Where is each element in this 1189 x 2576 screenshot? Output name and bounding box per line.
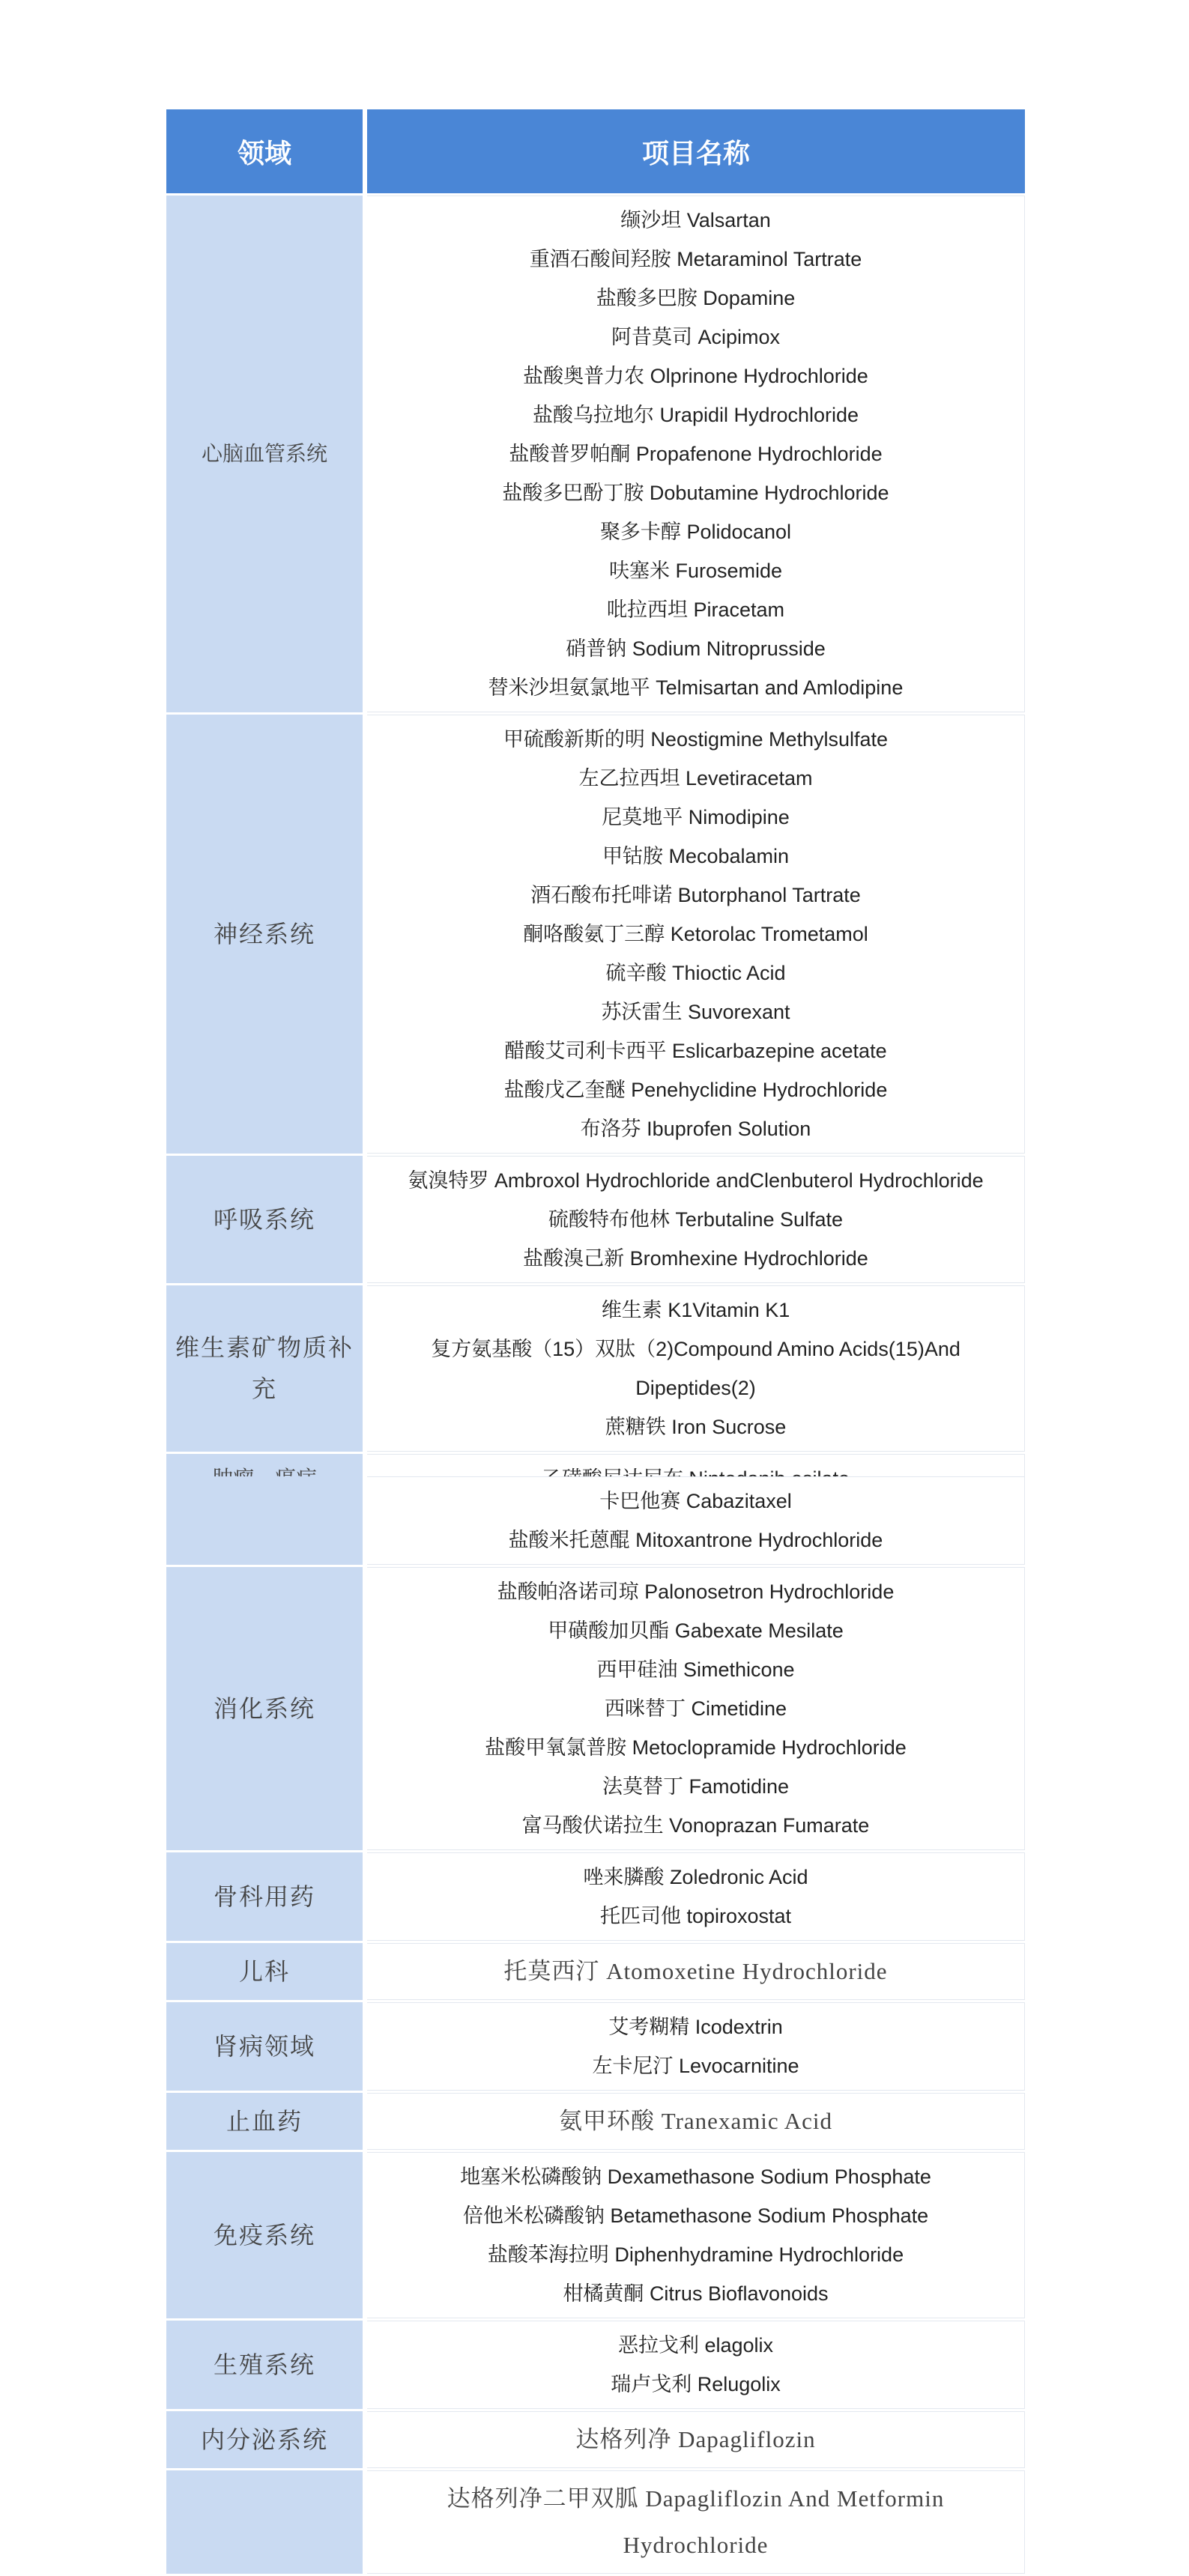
project-item: 左乙拉西坦 Levetiracetam xyxy=(578,767,813,790)
domain-cell xyxy=(166,1476,363,1565)
project-item: 达格列净二甲双胍 Dapagliflozin And Metformin Hydrochloride xyxy=(447,2485,945,2558)
project-item: 酒石酸布托啡诺 Butorphanol Tartrate xyxy=(530,884,861,906)
project-item: 盐酸多巴酚丁胺 Dobutamine Hydrochloride xyxy=(502,482,889,504)
project-item: 托莫西汀 Atomoxetine Hydrochloride xyxy=(503,1958,888,1984)
project-item: 盐酸乌拉地尔 Urapidil Hydrochloride xyxy=(532,404,859,426)
project-list-cell xyxy=(367,2093,1025,2150)
project-list-cell xyxy=(367,1567,1025,1850)
project-item: 甲硫酸新斯的明 Neostigmine Methylsulfate xyxy=(503,728,889,751)
domain-cell: 维生素矿物质补充 xyxy=(166,1285,363,1452)
domain-cell: 神经系统 xyxy=(166,715,363,1154)
project-item: 盐酸帕洛诺司琼 Palonosetron Hydrochloride xyxy=(497,1581,895,1603)
project-item: 缬沙坦 Valsartan xyxy=(620,209,771,231)
table-row xyxy=(166,2002,1025,2093)
project-item: 氨甲环酸 Tranexamic Acid xyxy=(559,2108,832,2134)
project-item: 盐酸苯海拉明 Diphenhydramine Hydrochloride xyxy=(487,2243,904,2266)
project-item: 盐酸多巴胺 Dopamine xyxy=(596,287,796,309)
table-top xyxy=(166,109,1025,1506)
project-item: 甲磺酸加贝酯 Gabexate Mesilate xyxy=(548,1619,844,1642)
project-item: 达格列净 Dapagliflozin xyxy=(575,2426,816,2452)
project-item: 硫辛酸 Thioctic Acid xyxy=(605,962,786,984)
project-item: 阿昔莫司 Acipimox xyxy=(611,326,781,348)
project-item: 甲钴胺 Mecobalamin xyxy=(602,845,790,867)
project-item: 瑞卢戈利 Relugolix xyxy=(611,2373,781,2395)
table-row xyxy=(166,1943,1025,2002)
table-header xyxy=(166,109,1025,196)
project-item: 重酒石酸间羟胺 Metaraminol Tartrate xyxy=(529,248,862,270)
project-list-cell xyxy=(367,2002,1025,2091)
project-list-cell xyxy=(367,2470,1025,2574)
table-body xyxy=(166,1476,1025,2576)
project-item: 酮咯酸氨丁三醇 Ketorolac Trometamol xyxy=(523,923,868,945)
domain-cell xyxy=(166,2470,363,2574)
project-item: 西咪替丁 Cimetidine xyxy=(604,1697,787,1720)
table-row xyxy=(166,1852,1025,1943)
project-item: 盐酸溴己新 Bromhexine Hydrochloride xyxy=(523,1247,868,1270)
table-row xyxy=(166,2152,1025,2321)
project-item: 唑来膦酸 Zoledronic Acid xyxy=(583,1866,808,1888)
table-bottom xyxy=(166,1476,1025,2576)
table-row xyxy=(166,1156,1025,1285)
domain-cell: 消化系统 xyxy=(166,1567,363,1850)
project-list-cell xyxy=(367,1476,1025,1565)
domain-cell: 内分泌系统 xyxy=(166,2411,363,2468)
domain-cell: 肾病领域 xyxy=(166,2002,363,2091)
project-item: 盐酸戊乙奎醚 Penehyclidine Hydrochloride xyxy=(503,1079,888,1101)
project-item: 尼莫地平 Nimodipine xyxy=(602,806,790,828)
project-item: 复方氨基酸（15）双肽（2)Compound Amino Acids(15)And Dipeptides(2) xyxy=(431,1338,960,1399)
project-item: 西甲硅油 Simethicone xyxy=(596,1658,795,1681)
project-list-cell xyxy=(367,2152,1025,2318)
table-row xyxy=(166,1476,1025,1567)
project-item: 盐酸米托蒽醌 Mitoxantrone Hydrochloride xyxy=(508,1529,883,1551)
project-item: 硫酸特布他林 Terbutaline Sulfate xyxy=(548,1208,844,1231)
table-row xyxy=(166,2470,1025,2576)
project-item: 地塞米松磷酸钠 Dexamethasone Sodium Phosphate xyxy=(460,2166,931,2188)
project-list-cell xyxy=(367,1943,1025,2000)
domain-cell: 呼吸系统 xyxy=(166,1156,363,1283)
table-row xyxy=(166,2093,1025,2152)
header-domain: 领域 xyxy=(166,109,363,193)
domain-cell: 骨科用药 xyxy=(166,1852,363,1941)
domain-cell: 心脑血管系统 xyxy=(166,196,363,712)
project-list-cell xyxy=(367,1285,1025,1452)
domain-cell: 免疫系统 xyxy=(166,2152,363,2318)
project-list-cell xyxy=(367,1156,1025,1283)
project-item: 法莫替丁 Famotidine xyxy=(602,1775,790,1798)
table-row xyxy=(166,2321,1025,2411)
project-item: 倍他米松磷酸钠 Betamethasone Sodium Phosphate xyxy=(462,2204,929,2227)
project-item: 硝普钠 Sodium Nitroprusside xyxy=(566,637,826,660)
header-project-name: 项目名称 xyxy=(367,109,1025,193)
table-row xyxy=(166,196,1025,715)
project-item: 托匹司他 topiroxostat xyxy=(599,1905,792,1927)
project-list-cell xyxy=(367,1852,1025,1941)
project-item: 醋酸艾司利卡西平 Eslicarbazepine acetate xyxy=(504,1040,887,1062)
project-item: 氨溴特罗 Ambroxol Hydrochloride andClenbuterol Hydrochloride xyxy=(408,1169,984,1192)
project-list-cell xyxy=(367,2411,1025,2468)
project-item: 布洛芬 Ibuprofen Solution xyxy=(580,1118,811,1140)
project-item: 盐酸普罗帕酮 Propafenone Hydrochloride xyxy=(509,443,883,465)
project-item: 盐酸甲氧氯普胺 Metoclopramide Hydrochloride xyxy=(485,1736,907,1759)
table-body xyxy=(166,196,1025,1506)
domain-cell: 儿科 xyxy=(166,1943,363,2000)
project-list-cell xyxy=(367,2321,1025,2409)
project-list-cell xyxy=(367,196,1025,712)
project-item: 恶拉戈利 elagolix xyxy=(617,2334,774,2357)
table-row xyxy=(166,1285,1025,1454)
project-item: 苏沃雷生 Suvorexant xyxy=(601,1001,790,1023)
project-item: 富马酸伏诺拉生 Vonoprazan Fumarate xyxy=(521,1814,870,1837)
domain-cell: 生殖系统 xyxy=(166,2321,363,2409)
project-item: 聚多卡醇 Polidocanol xyxy=(599,521,792,543)
project-item: 卡巴他赛 Cabazitaxel xyxy=(599,1490,792,1512)
project-item: 呋塞米 Furosemide xyxy=(608,560,783,582)
project-item: 吡拉西坦 Piracetam xyxy=(606,598,785,621)
domain-cell: 止血药 xyxy=(166,2093,363,2150)
table-row xyxy=(166,1567,1025,1852)
project-item: 左卡尼汀 Levocarnitine xyxy=(592,2055,799,2077)
table-row xyxy=(166,715,1025,1156)
project-item: 柑橘黄酮 Citrus Bioflavonoids xyxy=(563,2282,829,2305)
project-item: 替米沙坦氨氯地平 Telmisartan and Amlodipine xyxy=(488,676,904,699)
project-item: 盐酸奥普力农 Olprinone Hydrochloride xyxy=(523,365,868,387)
table-row xyxy=(166,2411,1025,2470)
project-list-cell xyxy=(367,715,1025,1154)
project-item: 艾考糊精 Icodextrin xyxy=(608,2016,783,2038)
project-item: 蔗糖铁 Iron Sucrose xyxy=(605,1416,787,1438)
project-item: 维生素 K1Vitamin K1 xyxy=(601,1299,790,1321)
